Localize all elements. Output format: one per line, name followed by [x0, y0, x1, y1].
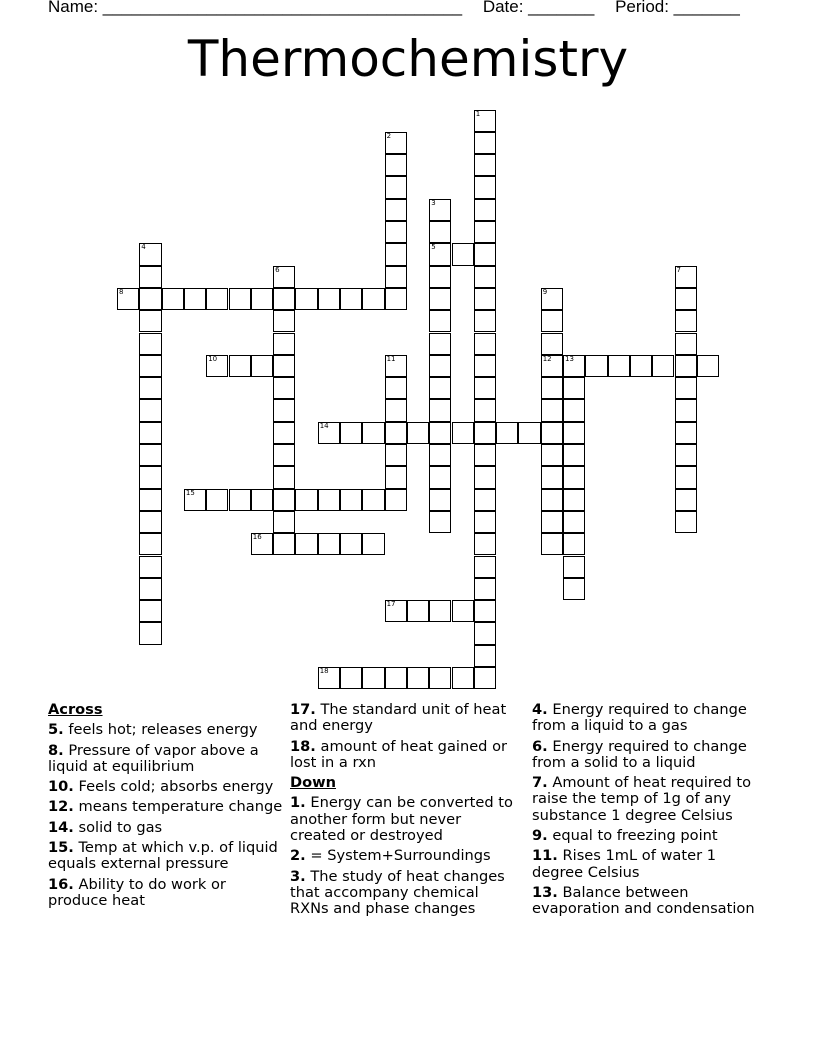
- crossword-cell[interactable]: [273, 444, 295, 466]
- crossword-cell[interactable]: [452, 422, 474, 444]
- across-clue-12: 12. means temperature change: [48, 798, 283, 816]
- crossword-cell[interactable]: [362, 422, 384, 444]
- crossword-cell[interactable]: [675, 422, 697, 444]
- crossword-cell[interactable]: [541, 466, 563, 488]
- crossword-cell[interactable]: [184, 288, 206, 310]
- crossword-cell[interactable]: [541, 511, 563, 533]
- crossword-cell[interactable]: [474, 377, 496, 399]
- crossword-cell[interactable]: [385, 288, 407, 310]
- crossword-cell[interactable]: [429, 266, 451, 288]
- crossword-cell[interactable]: [407, 600, 429, 622]
- crossword-cell[interactable]: [474, 489, 496, 511]
- crossword-cell[interactable]: [385, 132, 407, 154]
- clue-number: 4: [141, 243, 146, 252]
- across-clue-5: 5. feels hot; releases energy: [48, 721, 258, 739]
- down-clue-13: 13. Balance between evaporation and condensation: [532, 883, 755, 918]
- crossword-cell[interactable]: [273, 310, 295, 332]
- crossword-cell[interactable]: [541, 399, 563, 421]
- across-heading: Across: [48, 701, 103, 718]
- crossword-cell[interactable]: [474, 466, 496, 488]
- crossword-cell[interactable]: [675, 355, 697, 377]
- crossword-cell[interactable]: [474, 310, 496, 332]
- crossword-cell[interactable]: [474, 422, 496, 444]
- crossword-cell[interactable]: [541, 355, 563, 377]
- crossword-cell[interactable]: [251, 489, 273, 511]
- crossword-cell[interactable]: [362, 288, 384, 310]
- crossword-cell[interactable]: [229, 355, 251, 377]
- crossword-cell[interactable]: [318, 489, 340, 511]
- clue-number: 9: [542, 287, 548, 296]
- crossword-cell[interactable]: [541, 533, 563, 555]
- crossword-cell[interactable]: [675, 310, 697, 332]
- crossword-cell[interactable]: [429, 288, 451, 310]
- crossword-cell[interactable]: [429, 600, 451, 622]
- crossword-cell[interactable]: [206, 355, 228, 377]
- across-clue-8: 8. Pressure of vapor above a liquid at equilibrium: [48, 741, 259, 775]
- crossword-cell[interactable]: [652, 355, 674, 377]
- clue-number: 16: [252, 533, 262, 542]
- down-clue-2: 2. = System+Surroundings: [290, 847, 491, 865]
- crossword-cell[interactable]: [385, 199, 407, 221]
- crossword-cell[interactable]: [563, 422, 585, 444]
- crossword-cell[interactable]: [139, 243, 161, 265]
- crossword-cell[interactable]: [251, 355, 273, 377]
- crossword-cell[interactable]: [474, 243, 496, 265]
- crossword-cell[interactable]: [541, 489, 563, 511]
- crossword-cell[interactable]: [162, 288, 184, 310]
- crossword-cell[interactable]: [563, 489, 585, 511]
- clue-number: 15: [185, 488, 195, 497]
- crossword-cell[interactable]: [429, 466, 451, 488]
- crossword-cell[interactable]: [541, 333, 563, 355]
- crossword-cell[interactable]: [474, 667, 496, 689]
- clue-number: 14: [319, 421, 329, 430]
- crossword-cell[interactable]: [563, 444, 585, 466]
- clue-number: 12: [542, 354, 552, 363]
- crossword-cell[interactable]: [541, 422, 563, 444]
- crossword-cell[interactable]: [474, 288, 496, 310]
- crossword-cell[interactable]: [474, 578, 496, 600]
- crossword-cell[interactable]: [273, 266, 295, 288]
- clue-number: 7: [676, 265, 681, 274]
- crossword-cell[interactable]: [474, 511, 496, 533]
- period-field[interactable]: Period: _______: [615, 0, 740, 16]
- crossword-cell[interactable]: [675, 288, 697, 310]
- crossword-cell[interactable]: [429, 489, 451, 511]
- crossword-cell[interactable]: [608, 355, 630, 377]
- crossword-cell[interactable]: [675, 511, 697, 533]
- across-clue-16: 16. Ability to do work or produce heat: [48, 875, 226, 909]
- crossword-cell[interactable]: [675, 333, 697, 355]
- crossword-cell[interactable]: [273, 511, 295, 533]
- crossword-cell[interactable]: [385, 667, 407, 689]
- crossword-cell[interactable]: [541, 444, 563, 466]
- crossword-cell[interactable]: [429, 422, 451, 444]
- across-clue-14: 14. solid to gas: [48, 818, 163, 836]
- crossword-cell[interactable]: [429, 444, 451, 466]
- crossword-cell[interactable]: [675, 266, 697, 288]
- crossword-cell[interactable]: [474, 221, 496, 243]
- crossword-cell[interactable]: [139, 444, 161, 466]
- crossword-cell[interactable]: [139, 600, 161, 622]
- crossword-cell[interactable]: [340, 422, 362, 444]
- clue-number: 18: [319, 667, 329, 675]
- crossword-cell[interactable]: [474, 556, 496, 578]
- crossword-cell[interactable]: [563, 466, 585, 488]
- crossword-cell[interactable]: [474, 110, 496, 132]
- crossword-cell[interactable]: [362, 667, 384, 689]
- crossword-cell[interactable]: [139, 355, 161, 377]
- crossword-cell[interactable]: [496, 422, 518, 444]
- crossword-cell[interactable]: [295, 288, 317, 310]
- crossword-cell[interactable]: [295, 533, 317, 555]
- crossword-cell[interactable]: [139, 556, 161, 578]
- clue-number: 10: [208, 354, 218, 363]
- crossword-cell[interactable]: [675, 466, 697, 488]
- crossword-cell[interactable]: [697, 355, 719, 377]
- crossword-cell[interactable]: [139, 399, 161, 421]
- crossword-cell[interactable]: [429, 199, 451, 221]
- crossword-cell[interactable]: [474, 533, 496, 555]
- crossword-cell[interactable]: [429, 399, 451, 421]
- clues-column-3: [532, 702, 768, 922]
- crossword-cell[interactable]: [385, 444, 407, 466]
- clue-number: 8: [119, 287, 124, 296]
- crossword-cell[interactable]: [518, 422, 540, 444]
- crossword-cell[interactable]: [563, 578, 585, 600]
- crossword-cell[interactable]: [139, 578, 161, 600]
- crossword-cell[interactable]: [318, 533, 340, 555]
- crossword-cell[interactable]: [452, 600, 474, 622]
- crossword-cell[interactable]: [474, 645, 496, 667]
- crossword-cell[interactable]: [474, 600, 496, 622]
- crossword-cell[interactable]: [675, 399, 697, 421]
- crossword-cell[interactable]: [474, 132, 496, 154]
- crossword-cell[interactable]: [117, 288, 139, 310]
- crossword-cell[interactable]: [563, 511, 585, 533]
- clue-number: 5: [431, 243, 436, 252]
- crossword-cell[interactable]: [563, 377, 585, 399]
- crossword-cell[interactable]: [273, 377, 295, 399]
- crossword-cell[interactable]: [385, 377, 407, 399]
- crossword-cell[interactable]: [541, 377, 563, 399]
- crossword-cell[interactable]: [474, 444, 496, 466]
- crossword-cell[interactable]: [474, 355, 496, 377]
- crossword-cell[interactable]: [385, 422, 407, 444]
- clue-number: 6: [275, 265, 280, 274]
- crossword-cell[interactable]: [541, 288, 563, 310]
- down-clue-9: 9. equal to freezing point: [532, 827, 718, 845]
- crossword-cell[interactable]: [563, 533, 585, 555]
- down-clue-11: 11. Rises 1mL of water 1 degree Celsius: [532, 847, 716, 881]
- crossword-cell[interactable]: [295, 489, 317, 511]
- across-clue-17: 17. The standard unit of heat and energy: [290, 701, 507, 735]
- crossword-cell[interactable]: [139, 422, 161, 444]
- name-field[interactable]: Name: ______________________________________: [48, 0, 463, 16]
- crossword-cell[interactable]: [184, 489, 206, 511]
- crossword-cell[interactable]: [139, 310, 161, 332]
- crossword-cell[interactable]: [474, 176, 496, 198]
- crossword-cell[interactable]: [429, 333, 451, 355]
- down-clue-3: 3. The study of heat changes that accompany chemical RXNs and phase changes: [290, 867, 505, 918]
- clues-column-2: [290, 702, 520, 922]
- clue-number: 11: [386, 354, 396, 363]
- crossword-cell[interactable]: [675, 377, 697, 399]
- crossword-cell[interactable]: [563, 399, 585, 421]
- crossword-cell[interactable]: [452, 243, 474, 265]
- crossword-cell[interactable]: [362, 489, 384, 511]
- crossword-cell[interactable]: [139, 511, 161, 533]
- crossword-cell[interactable]: [273, 533, 295, 555]
- across-clue-18: 18. amount of heat gained or lost in a rxn: [290, 737, 508, 771]
- crossword-cell[interactable]: [273, 355, 295, 377]
- crossword-cell[interactable]: [340, 533, 362, 555]
- crossword-cell[interactable]: [139, 622, 161, 644]
- crossword-cell[interactable]: [407, 667, 429, 689]
- clue-number: 17: [386, 600, 396, 609]
- crossword-cell[interactable]: [139, 377, 161, 399]
- crossword-cell[interactable]: [585, 355, 607, 377]
- crossword-cell[interactable]: [318, 288, 340, 310]
- crossword-cell[interactable]: [273, 288, 295, 310]
- crossword-cell[interactable]: [318, 422, 340, 444]
- down-heading: Down: [290, 774, 337, 792]
- crossword-cell[interactable]: [206, 288, 228, 310]
- crossword-cell[interactable]: [429, 355, 451, 377]
- crossword-cell[interactable]: [273, 399, 295, 421]
- crossword-cell[interactable]: [429, 310, 451, 332]
- crossword-cell[interactable]: [229, 489, 251, 511]
- clue-number: 1: [475, 109, 481, 118]
- crossword-cell[interactable]: [429, 667, 451, 689]
- crossword-cell[interactable]: [563, 355, 585, 377]
- crossword-cell[interactable]: [318, 667, 340, 689]
- crossword-cell[interactable]: [139, 266, 161, 288]
- crossword-cell[interactable]: [139, 533, 161, 555]
- crossword-cell[interactable]: [407, 422, 429, 444]
- crossword-cell[interactable]: [541, 310, 563, 332]
- crossword-cell[interactable]: [229, 288, 251, 310]
- page-title: Thermochemistry: [187, 30, 629, 88]
- crossword-cell[interactable]: [139, 466, 161, 488]
- crossword-cell[interactable]: [251, 288, 273, 310]
- crossword-cell[interactable]: [139, 489, 161, 511]
- clue-number: 13: [565, 354, 574, 363]
- crossword-cell[interactable]: [452, 667, 474, 689]
- crossword-cell[interactable]: [251, 533, 273, 555]
- crossword-cell[interactable]: [273, 489, 295, 511]
- crossword-cell[interactable]: [385, 355, 407, 377]
- crossword-cell[interactable]: [362, 533, 384, 555]
- crossword-cell[interactable]: [206, 489, 228, 511]
- crossword-cell[interactable]: [474, 154, 496, 176]
- down-clue-7: 7. Amount of heat required to raise the temp of 1g of any substance 1 degree Celsius: [532, 774, 752, 824]
- crossword-cell[interactable]: [340, 667, 362, 689]
- crossword-cell[interactable]: [385, 399, 407, 421]
- crossword-cell[interactable]: [429, 511, 451, 533]
- across-clue-10: 10. Feels cold; absorbs energy: [48, 778, 274, 796]
- crossword-cell[interactable]: [340, 489, 362, 511]
- crossword-cell[interactable]: [563, 556, 585, 578]
- down-clue-6: 6. Energy required to change from a solid to a liquid: [532, 737, 747, 771]
- crossword-cell[interactable]: [273, 422, 295, 444]
- crossword-cell[interactable]: [139, 333, 161, 355]
- down-clue-4: 4. Energy required to change from a liquid to a gas: [532, 701, 747, 735]
- crossword-cell[interactable]: [385, 266, 407, 288]
- date-field[interactable]: Date: _______: [482, 0, 595, 16]
- crossword-cell[interactable]: [474, 333, 496, 355]
- crossword-cell[interactable]: [139, 288, 161, 310]
- crossword-cell[interactable]: [273, 466, 295, 488]
- crossword-cell[interactable]: [385, 466, 407, 488]
- crossword-cell[interactable]: [340, 288, 362, 310]
- crossword-cell[interactable]: [474, 399, 496, 421]
- crossword-cell[interactable]: [474, 266, 496, 288]
- crossword-cell[interactable]: [429, 377, 451, 399]
- across-clue-15: 15. Temp at which v.p. of liquid equals external pressure: [48, 839, 278, 873]
- crossword-cell[interactable]: [429, 221, 451, 243]
- clues-column-1: [48, 702, 284, 913]
- down-clue-1: 1. Energy can be converted to another form but never created or destroyed: [290, 794, 513, 845]
- crossword-cell[interactable]: [273, 333, 295, 355]
- crossword-cell[interactable]: [675, 489, 697, 511]
- crossword-cell[interactable]: [385, 600, 407, 622]
- clue-number: 2: [386, 131, 392, 140]
- crossword-cell[interactable]: [675, 444, 697, 466]
- crossword-cell[interactable]: [385, 243, 407, 265]
- crossword-cell[interactable]: [630, 355, 652, 377]
- crossword-cell[interactable]: [385, 176, 407, 198]
- crossword-cell[interactable]: [474, 622, 496, 644]
- clue-number: 3: [431, 198, 436, 207]
- crossword-cell[interactable]: [385, 154, 407, 176]
- crossword-cell[interactable]: [385, 221, 407, 243]
- crossword-cell[interactable]: [474, 199, 496, 221]
- crossword-cell[interactable]: [385, 489, 407, 511]
- crossword-cell[interactable]: [429, 243, 451, 265]
